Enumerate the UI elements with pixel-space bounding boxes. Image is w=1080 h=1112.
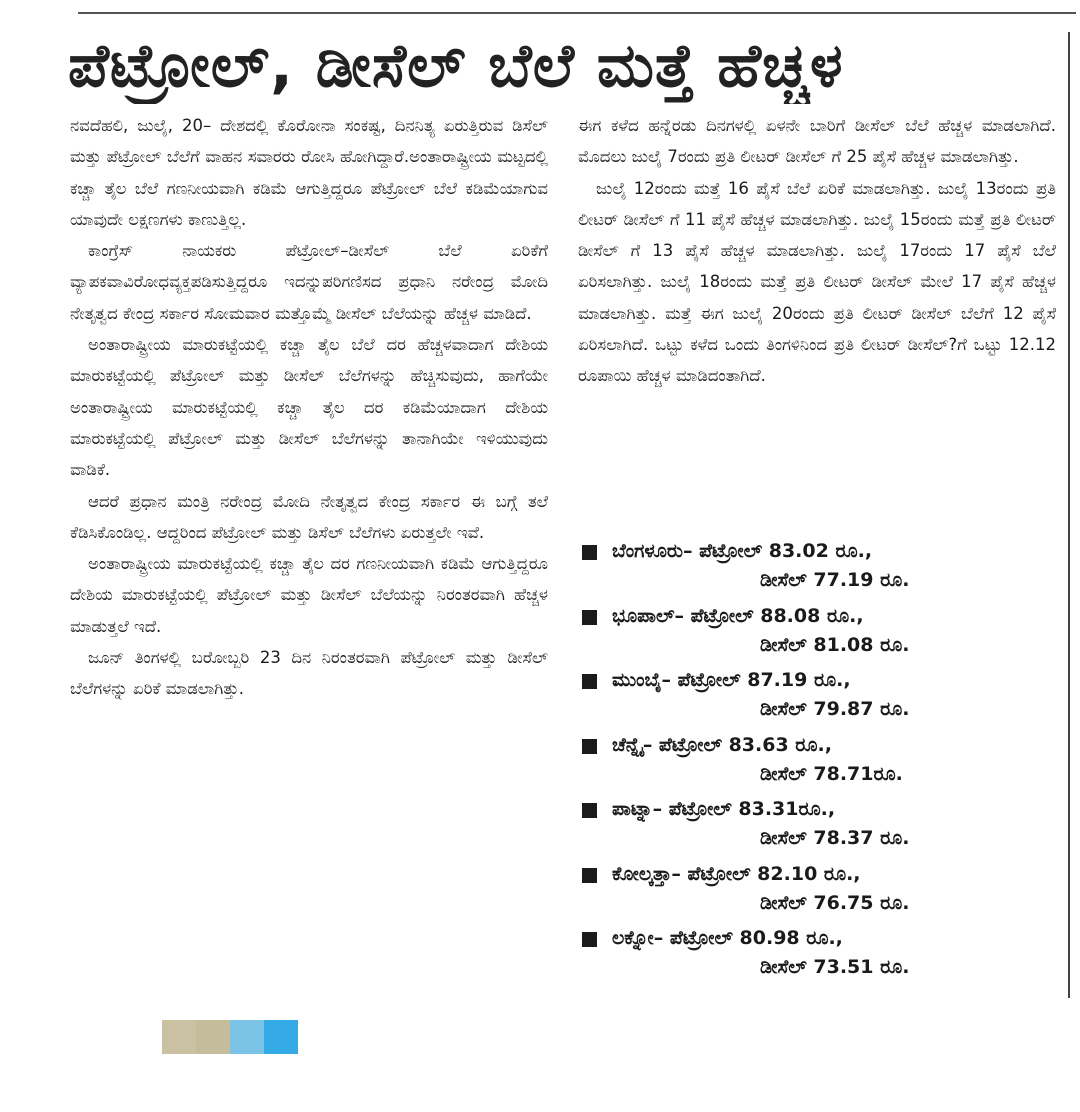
city-petrol-price: ಬೆಂಗಳೂರು– ಪೆಟ್ರೋಲ್ 83.02 ರೂ., bbox=[612, 540, 873, 562]
diesel-price: ಡೀಸೆಲ್ 79.87 ರೂ. bbox=[760, 698, 910, 720]
paragraph: ಆದರೆ ಪ್ರಧಾನ ಮಂತ್ರಿ ನರೇಂದ್ರ ಮೋದಿ ನೇತೃತ್ವದ ಕೇಂದ್ರ ಸರ್ಕಾರ ಈ ಬಗ್ಗೆ ತಲೆ ಕೆಡಿಸಿಕೊಂಡಿಲ್ಲ. ಆದ್ದರಿಂದ ಪೆಟ್ರೋಲ್ ಮತ್ತು ಡಿಸೆಲ್ ಬೆಲೆಗಳು ಏರುತ್ತಲೇ ಇವೆ. bbox=[70, 491, 548, 542]
square-bullet-icon bbox=[582, 545, 597, 560]
top-rule bbox=[78, 12, 1076, 14]
price-item bbox=[582, 794, 1042, 859]
color-swatch bbox=[162, 1020, 196, 1054]
city-petrol-price: ಚೆನ್ನೈ– ಪೆಟ್ರೋಲ್ 83.63 ರೂ., bbox=[612, 733, 832, 756]
headline: ಪೆಟ್ರೋಲ್, ಡೀಸೆಲ್ ಬೆಲೆ ಮತ್ತೆ ಹೆಚ್ಚಳ bbox=[68, 31, 844, 101]
diesel-price: ಡೀಸೆಲ್ 78.37 ರೂ. bbox=[760, 827, 910, 849]
city-petrol-price: ಭೂಪಾಲ್– ಪೆಟ್ರೋಲ್ 88.08 ರೂ., bbox=[612, 604, 864, 627]
column-rule bbox=[1068, 32, 1070, 998]
color-swatch bbox=[264, 1020, 298, 1054]
paragraph: ಜುಲೈ 12ರಂದು ಮತ್ತೆ 16 ಪೈಸೆ ಬೆಲೆ ಏರಿಕೆ ಮಾಡಲಾಗಿತ್ತು. ಜುಲೈ 13ರಂದು ಪ್ರತಿ ಲೀಟರ್ ಡೀಸೆಲ್ ಗೆ 11 ಪೈಸೆ ಹೆಚ್ಚಳ ಮಾಡಲಾಗಿತ್ತು. ಜುಲೈ 15ರಂದು ಮತ್ತೆ ಪ್ರತಿ ಲೀಟರ್ ಡೀಸೆಲ್ ಗೆ 13 ಪೈಸೆ ಹೆಚ್ಚಳ ಮಾಡಲಾಗಿತ್ತು. ಜುಲೈ 17ರಂದು 17 ಪೈಸೆ ಬೆಲೆ ಏರಿಸಲಾಗಿತ್ತು. ಜುಲೈ 18ರಂದು ಮತ್ತೆ ಪ್ರತಿ ಲೀಟರ್ ಡೀಸೆಲ್ ಮೇಲೆ 17 ಪೈಸೆ ಹೆಚ್ಚಳ ಮಾಡಲಾಗಿತ್ತು. ಮತ್ತೆ ಈಗ ಜುಲೈ 20ರಂದು ಪ್ರತಿ ಲೀಟರ್ ಡೀಸೆಲ್ ಬೆಲೆಗೆ 12 ಪೈಸೆ ಏರಿಸಲಾಗಿದೆ. ಒಟ್ಟು ಕಳೆದ ಒಂದು ತಿಂಗಳಿನಿಂದ ಪ್ರತಿ ಲೀಟರ್ ಡೀಸೆಲ್?ಗೆ ಒಟ್ಟು 12.12 ರೂಪಾಯಿ ಹೆಚ್ಚಳ ಮಾಡಿದಂತಾಗಿದೆ. bbox=[578, 178, 1056, 386]
article-left-column bbox=[70, 110, 548, 705]
square-bullet-icon bbox=[582, 868, 597, 883]
square-bullet-icon bbox=[582, 674, 597, 689]
paragraph: ಅಂತಾರಾಷ್ಟ್ರೀಯ ಮಾರುಕಟ್ಟೆಯಲ್ಲಿ ಕಚ್ಚಾ ತೈಲ ಬೆಲೆ ದರ ಹೆಚ್ಚಳವಾದಾಗ ದೇಶಿಯ ಮಾರುಕಟ್ಟೆಯಲ್ಲಿ ಪೆಟ್ರೋಲ್ ಮತ್ತು ಡೀಸೆಲ್ ಬೆಲೆಗಳನ್ನು ಹೆಚ್ಚಿಸುವುದು, ಹಾಗೆಯೇ ಅಂತಾರಾಷ್ಟ್ರೀಯ ಮಾರುಕಟ್ಟೆಯಲ್ಲಿ ಕಚ್ಚಾ ತೈಲ ದರ ಕಡಿಮೆಯಾದಾಗ ದೇಶಿಯ ಮಾರುಕಟ್ಟೆಯಲ್ಲಿ ಪೆಟ್ರೋಲ್ ಮತ್ತು ಡೀಸೆಲ್ ಬೆಲೆಗಳನ್ನು ತಾನಾಗಿಯೇ ಇಳಿಯುವುದು ವಾಡಿಕೆ. bbox=[70, 335, 548, 480]
paragraph: ನವದೆಹಲಿ, ಜುಲೈ, 20– ದೇಶದಲ್ಲಿ ಕೊರೋನಾ ಸಂಕಷ್ಟ, ದಿನನಿತ್ಯ ಏರುತ್ತಿರುವ ಡಿಸೆಲ್ ಮತ್ತು ಪೆಟ್ರೋಲ್ ಬೆಲೆಗೆ ವಾಹನ ಸವಾರರು ರೋಸಿ ಹೋಗಿದ್ದಾರೆ.ಅಂತಾರಾಷ್ಟ್ರೀಯ ಮಟ್ಟದಲ್ಲಿ ಕಚ್ಚಾ ತೈಲ ಬೆಲೆ ಗಣನೀಯವಾಗಿ ಕಡಿಮೆ ಆಗುತ್ತಿದ್ದರೂ ಪೆಟ್ರೋಲ್ ಬೆಲೆ ಕಡಿಮೆಯಾಗುವ ಯಾವುದೇ ಲಕ್ಷಣಗಳು ಕಾಣುತ್ತಿಲ್ಲ. bbox=[70, 116, 548, 229]
price-item bbox=[582, 665, 1042, 730]
color-swatch-strip bbox=[162, 1020, 298, 1054]
city-petrol-price: ಕೋಲ್ಕತ್ತಾ– ಪೆಟ್ರೋಲ್ 82.10 ರೂ., bbox=[612, 862, 861, 885]
square-bullet-icon bbox=[582, 932, 597, 947]
paragraph: ಕಾಂಗ್ರೆಸ್ ನಾಯಕರು ಪೆಟ್ರೋಲ್–ಡೀಸೆಲ್ ಬೆಲೆ ಏರಿಕೆಗೆ ವ್ಯಾಪಕವಾವಿರೋಧವ್ಯಕ್ತಪಡಿಸುತ್ತಿದ್ದರೂ ಇದನ್ನುಪರಿಗಣಿಸದ ಪ್ರಧಾನಿ ನರೇಂದ್ರ ಮೋದಿ ನೇತೃತ್ವದ ಕೇಂದ್ರ ಸರ್ಕಾರ ಸೋಮವಾರ ಮತ್ತೊಮ್ಮೆ ಡೀಸೆಲ್ ಬೆಲೆಯನ್ನು ಹೆಚ್ಚಳ ಮಾಡಿದೆ. bbox=[70, 241, 548, 323]
square-bullet-icon bbox=[582, 610, 597, 625]
diesel-price: ಡೀಸೆಲ್ 76.75 ರೂ. bbox=[760, 891, 910, 914]
paragraph: ಅಂತಾರಾಷ್ಟ್ರೀಯ ಮಾರುಕಟ್ಟೆಯಲ್ಲಿ ಕಚ್ಚಾ ತೈಲ ದರ ಗಣನೀಯವಾಗಿ ಕಡಿಮೆ ಆಗುತ್ತಿದ್ದರೂ ದೇಶಿಯ ಮಾರುಕಟ್ಟೆಯಲ್ಲಿ ಪೆಟ್ರೋಲ್ ಮತ್ತು ಡೀಸೆಲ್ ಬೆಲೆಯನ್ನು ನಿರಂತರವಾಗಿ ಹೆಚ್ಚಳ ಮಾಡುತ್ತಲೆ ಇದೆ. bbox=[70, 554, 548, 636]
price-item bbox=[582, 923, 1042, 988]
city-petrol-price: ಪಾಟ್ನಾ– ಪೆಟ್ರೋಲ್ 83.31ರೂ., bbox=[612, 798, 836, 820]
diesel-price: ಡೀಸೆಲ್ 78.71ರೂ. bbox=[760, 762, 903, 785]
paragraph: ಈಗ ಕಳೆದ ಹನ್ನೆರಡು ದಿನಗಳಲ್ಲಿ ಏಳನೇ ಬಾರಿಗೆ ಡೀಸೆಲ್ ಬೆಲೆ ಹೆಚ್ಚಳ ಮಾಡಲಾಗಿದೆ. ಮೊದಲು ಜುಲೈ 7ರಂದು ಪ್ರತಿ ಲೀಟರ್ ಡೀಸೆಲ್ ಗೆ 25 ಪೈಸೆ ಹೆಚ್ಚಳ ಮಾಡಲಾಗಿತ್ತು. bbox=[578, 116, 1056, 167]
color-swatch bbox=[196, 1020, 230, 1054]
fuel-price-list bbox=[582, 536, 1042, 988]
price-item bbox=[582, 859, 1042, 924]
article-right-column bbox=[578, 110, 1056, 392]
price-item bbox=[582, 536, 1042, 601]
price-item bbox=[582, 730, 1042, 795]
square-bullet-icon bbox=[582, 739, 597, 754]
diesel-price: ಡೀಸೆಲ್ 73.51 ರೂ. bbox=[760, 956, 910, 978]
diesel-price: ಡೀಸೆಲ್ 77.19 ರೂ. bbox=[760, 569, 910, 591]
paragraph: ಜೂನ್ ತಿಂಗಳಲ್ಲಿ ಬರೋಬ್ಬರಿ 23 ದಿನ ನಿರಂತರವಾಗಿ ಪೆಟ್ರೋಲ್ ಮತ್ತು ಡೀಸೆಲ್ ಬೆಲೆಗಳನ್ನು ಏರಿಕೆ ಮಾಡಲಾಗಿತ್ತು. bbox=[70, 648, 548, 699]
square-bullet-icon bbox=[582, 803, 597, 818]
diesel-price: ಡೀಸೆಲ್ 81.08 ರೂ. bbox=[760, 633, 910, 656]
city-petrol-price: ಲಕ್ನೋ– ಪೆಟ್ರೋಲ್ 80.98 ರೂ., bbox=[612, 927, 843, 949]
color-swatch bbox=[230, 1020, 264, 1054]
price-item bbox=[582, 601, 1042, 666]
city-petrol-price: ಮುಂಬೈ– ಪೆಟ್ರೋಲ್ 87.19 ರೂ., bbox=[612, 669, 851, 691]
